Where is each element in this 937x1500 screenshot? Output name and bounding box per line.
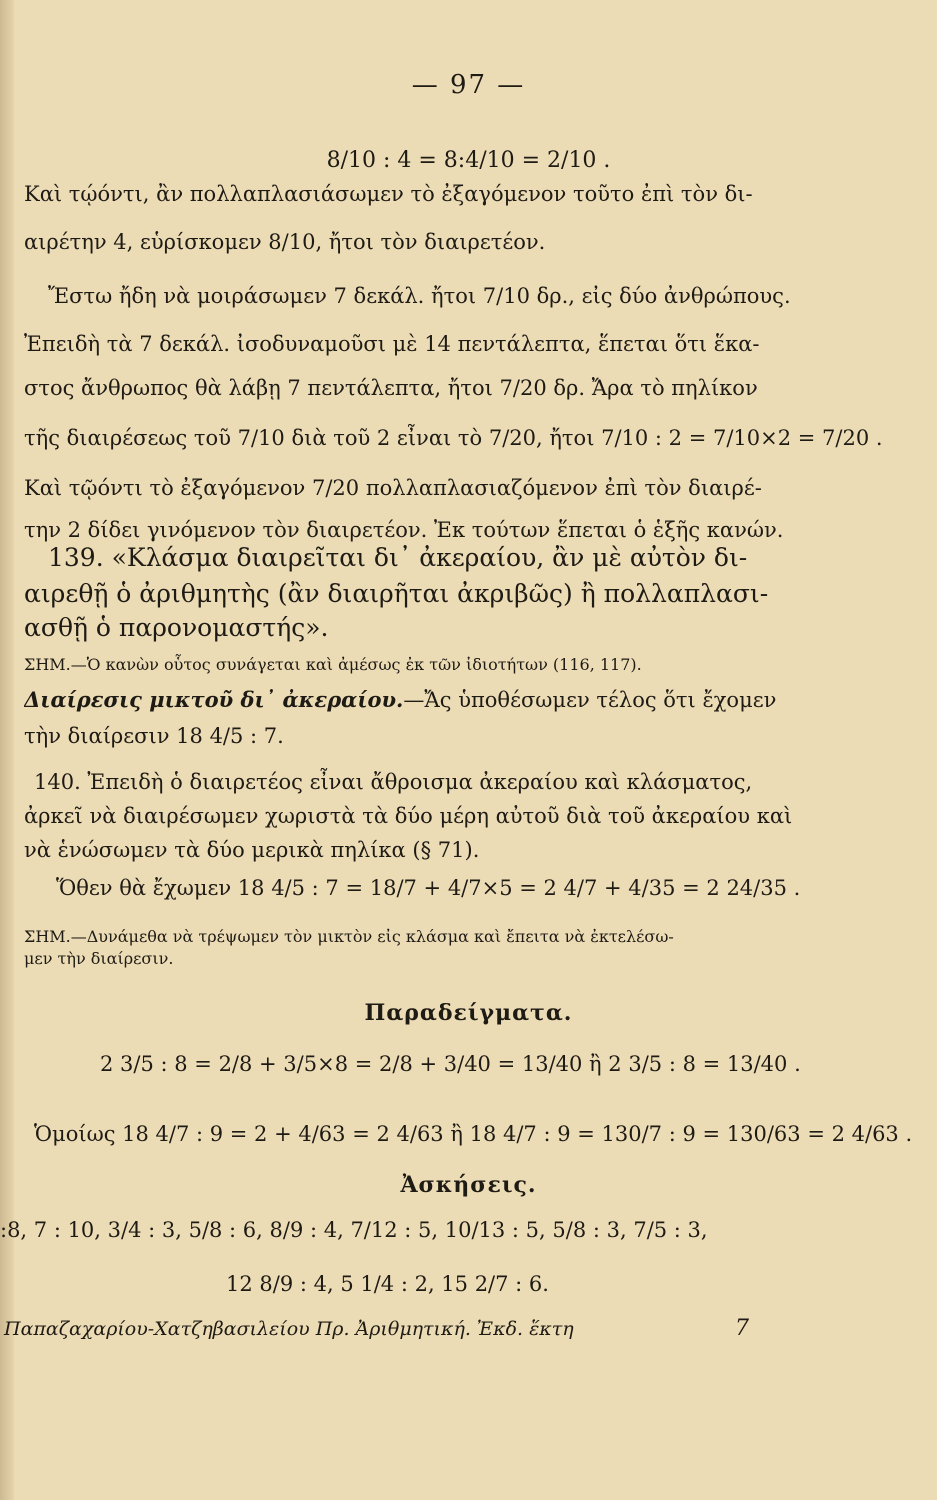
para-140-line-1: 140. Ἐπειδὴ ὁ διαιρετέος εἶναι ἄθροισμα ἀκεραίου καὶ κλάσματος,	[34, 770, 753, 794]
rule-139-line-1: 139. «Κλάσμα διαιρεῖται δι᾽ ἀκεραίου, ἂν μὲ αὐτὸν δι-	[48, 544, 748, 572]
signature-number: 7	[735, 1316, 749, 1341]
rule-139-line-2: αιρεθῇ ὁ ἀριθμητὴς (ἂν διαιρῆται ἀκριβῶς) ἢ πολλαπλασι-	[24, 580, 769, 608]
examples-heading: Παραδείγματα.	[364, 1000, 573, 1026]
para-140-equation: Ὅθεν θὰ ἔχωμεν 18 4/5 : 7 = 18/7 + 4/7×5 = 2 4/7 + 4/35 = 2 24/35 .	[56, 876, 801, 900]
exercises-line-1: :8, 7 : 10, 3/4 : 3, 5/8 : 6, 8/9 : 4, 7/12 : 5, 10/13 : 5, 5/8 : 3, 7/5 : 3,	[0, 1218, 708, 1242]
section-title: Διαίρεσις μικτοῦ δι᾽ ἀκεραίου.	[24, 687, 404, 712]
text-line-4: Ἔστω ἤδη νὰ μοιράσωμεν 7 δεκάλ. ἤτοι 7/10 δρ., εἰς δύο ἀνθρώπους.	[48, 284, 791, 308]
note-line-1: ΣΗΜ.—Ὁ κανὼν οὗτος συνάγεται καὶ ἀμέσως ἐκ τῶν ἰδιοτήτων (116, 117).	[24, 655, 642, 674]
text-line-15: τὴν διαίρεσιν 18 4/5 : 7.	[24, 724, 284, 748]
note-line-3: μεν τὴν διαίρεσιν.	[24, 949, 174, 968]
para-140-line-3: νὰ ἑνώσωμεν τὰ δύο μερικὰ πηλίκα (§ 71).	[24, 838, 480, 862]
publisher-footer: Παπαζαχαρίου-Χατζηβασιλείου Πρ. Ἀριθμητική. Ἐκδ. ἕκτη	[4, 1318, 574, 1340]
text-line-3: αιρέτην 4, εὑρίσκομεν 8/10, ἤτοι τὸν διαιρετέον.	[24, 230, 546, 254]
text-line-8: Καὶ τῷόντι τὸ ἐξαγόμενον 7/20 πολλαπλασιαζόμενον ἐπὶ τὸν διαιρέ-	[24, 476, 762, 500]
page-number: — 97 —	[411, 70, 526, 100]
text-line-9: την 2 δίδει γινόμενον τὸν διαιρετέον. Ἐκ τούτων ἕπεται ὁ ἑξῆς κανών.	[24, 518, 784, 542]
rule-139-line-3: ασθῇ ὁ παρονομαστής».	[24, 614, 329, 642]
text-line-5: Ἐπειδὴ τὰ 7 δεκάλ. ἰσοδυναμοῦσι μὲ 14 πεντάλεπτα, ἕπεται ὅτι ἕκα-	[24, 332, 760, 356]
section-intro: —Ἄς ὑποθέσωμεν τέλος ὅτι ἔχομεν	[403, 688, 777, 712]
note-line-2: ΣΗΜ.—Δυνάμεθα νὰ τρέψωμεν τὸν μικτὸν εἰς κλάσμα καὶ ἔπειτα νὰ ἐκτελέσω-	[24, 927, 674, 946]
exercises-line-2: 12 8/9 : 4, 5 1/4 : 2, 15 2/7 : 6.	[226, 1272, 549, 1296]
exercises-heading: Ἀσκήσεις.	[400, 1172, 537, 1198]
example-1: 2 3/5 : 8 = 2/8 + 3/5×8 = 2/8 + 3/40 = 13/40 ἢ 2 3/5 : 8 = 13/40 .	[100, 1052, 801, 1076]
page-edge-shadow	[0, 0, 14, 1500]
text-line-7: τῆς διαιρέσεως τοῦ 7/10 διὰ τοῦ 2 εἶναι τὸ 7/20, ἤτοι 7/10 : 2 = 7/10×2 = 7/20 .	[24, 426, 883, 450]
text-line-2: Καὶ τῴόντι, ἂν πολλαπλασιάσωμεν τὸ ἐξαγόμενον τοῦτο ἐπὶ τὸν δι-	[24, 182, 753, 206]
example-2: Ὁμοίως 18 4/7 : 9 = 2 + 4/63 = 2 4/63 ἢ 18 4/7 : 9 = 130/7 : 9 = 130/63 = 2 4/63 .	[34, 1122, 913, 1146]
equation-line-1: 8/10 : 4 = 8:4/10 = 2/10 .	[326, 148, 611, 173]
section-mixed-division	[24, 686, 904, 714]
para-140-line-2: ἀρκεῖ νὰ διαιρέσωμεν χωριστὰ τὰ δύο μέρη αὐτοῦ διὰ τοῦ ἀκεραίου καὶ	[24, 804, 793, 828]
text-line-6: στος ἄνθρωπος θὰ λάβῃ 7 πεντάλεπτα, ἤτοι 7/20 δρ. Ἄρα τὸ πηλίκον	[24, 376, 758, 400]
